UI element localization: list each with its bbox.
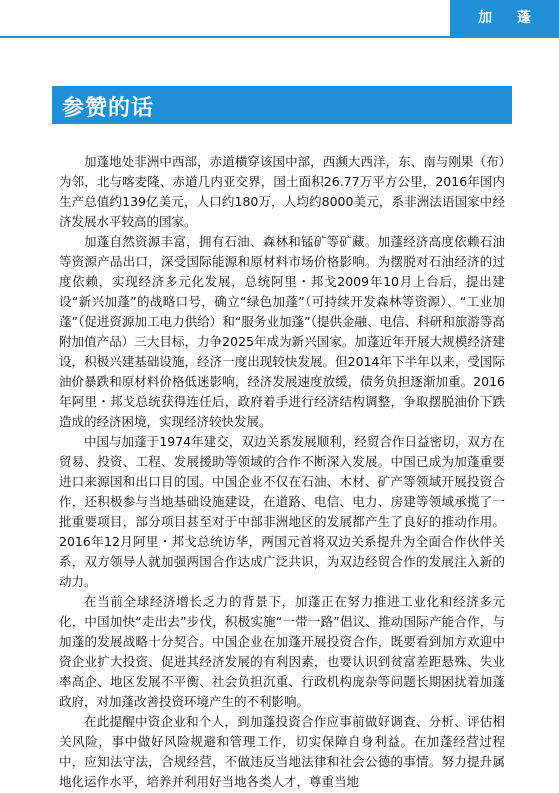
header-title: 加 蓬 xyxy=(478,10,541,26)
paragraph-4: 在当前全球经济增长乏力的背景下，加蓬正在努力推进工业化和经济多元化，中国加快“走出去”步伐，积极实施“一带一路”倡议、推动国际产能合作，与加蓬的发展战略十分契合。中国企业在加蓬开展投资合作，既要看到加方欢迎中资企业扩大投资、促进其经济发展的有利因素，也要认识到贫富差距悬殊、失业率高企、地区发展不平衡、社会负担沉重、行政机构庞杂等问题长期困扰着加蓬政府，对加蓬改善投资环境产生的不利影响。 xyxy=(59,594,505,709)
paragraph-3: 中国与加蓬于1974年建交，双边关系发展顺利，经贸合作日益密切，双方在贸易、投资、工程、发展援助等领域的合作不断深入发展。中国已成为加蓬重要进口来源国和出口目的国。中国企业不仅在石油、木材、矿产等领域开展投资合作，还积极参与当地基础设施建设，在道路、电信、电力、房建等领域承揽了一批重要项目，部分项目甚至对于中部非洲地区的发展都产生了良好的推动作用。2016年12月阿里・邦戈总统访华，两国元首将双边关系提升为全面合作伙伴关系，双方领导人就加强两国合作达成广泛共识，为双边经贸合作的发展注入新的动力。 xyxy=(59,434,505,589)
header-tab xyxy=(450,0,559,36)
page-header xyxy=(0,0,559,38)
section-title: 参赞的话 xyxy=(62,96,155,121)
header-divider xyxy=(0,36,559,38)
section-banner xyxy=(52,86,512,124)
paragraph-1: 加蓬地处非洲中西部，赤道横穿该国中部，西濒大西洋，东、南与刚果（布）为邻，北与喀麦隆、赤道几内亚交界，国土面积26.77万平方公里，2016年国内生产总值约139亿美元，人口约180万，人均约8000美元，系非洲法语国家中经济发展水平较高的国家。 xyxy=(59,154,505,229)
article-body xyxy=(59,152,505,792)
paragraph-2: 加蓬自然资源丰富，拥有石油、森林和锰矿等矿藏。加蓬经济高度依赖石油等资源产品出口，深受国际能源和原材料市场价格影响。为摆脱对石油经济的过度依赖，实现经济多元化发展，总统阿里・邦戈2009年10月上台后，提出建设“新兴加蓬”的战略口号，确立“绿色加蓬”（可持续开发森林等资源）、“工业加蓬”（促进资源加工电力供给）和“服务业加蓬”（提供金融、电信、科研和旅游等高附加值产品）三大目标，力争2025年成为新兴国家。加蓬近年开展大规模经济建设，积极兴建基础设施，经济一度出现较快发展。但2014年下半年以来，受国际油价暴跌和原材料价格低迷影响，经济发展速度放缓，债务负担逐渐加重。2016年阿里・邦戈总统获得连任后，政府着手进行经济结构调整，争取摆脱油价下跌造成的经济困境，实现经济较快发展。 xyxy=(59,234,505,429)
paragraph-5: 在此提醒中资企业和个人，到加蓬投资合作应事前做好调查、分析、评估相关风险，事中做好风险规避和管理工作，切实保障自身利益。在加蓬经营过程中，应知法守法，合规经营，不做违反当地法律和社会公德的事情。努力提升属地化运作水平，培养并利用好当地各类人才，尊重当地 xyxy=(59,714,505,789)
